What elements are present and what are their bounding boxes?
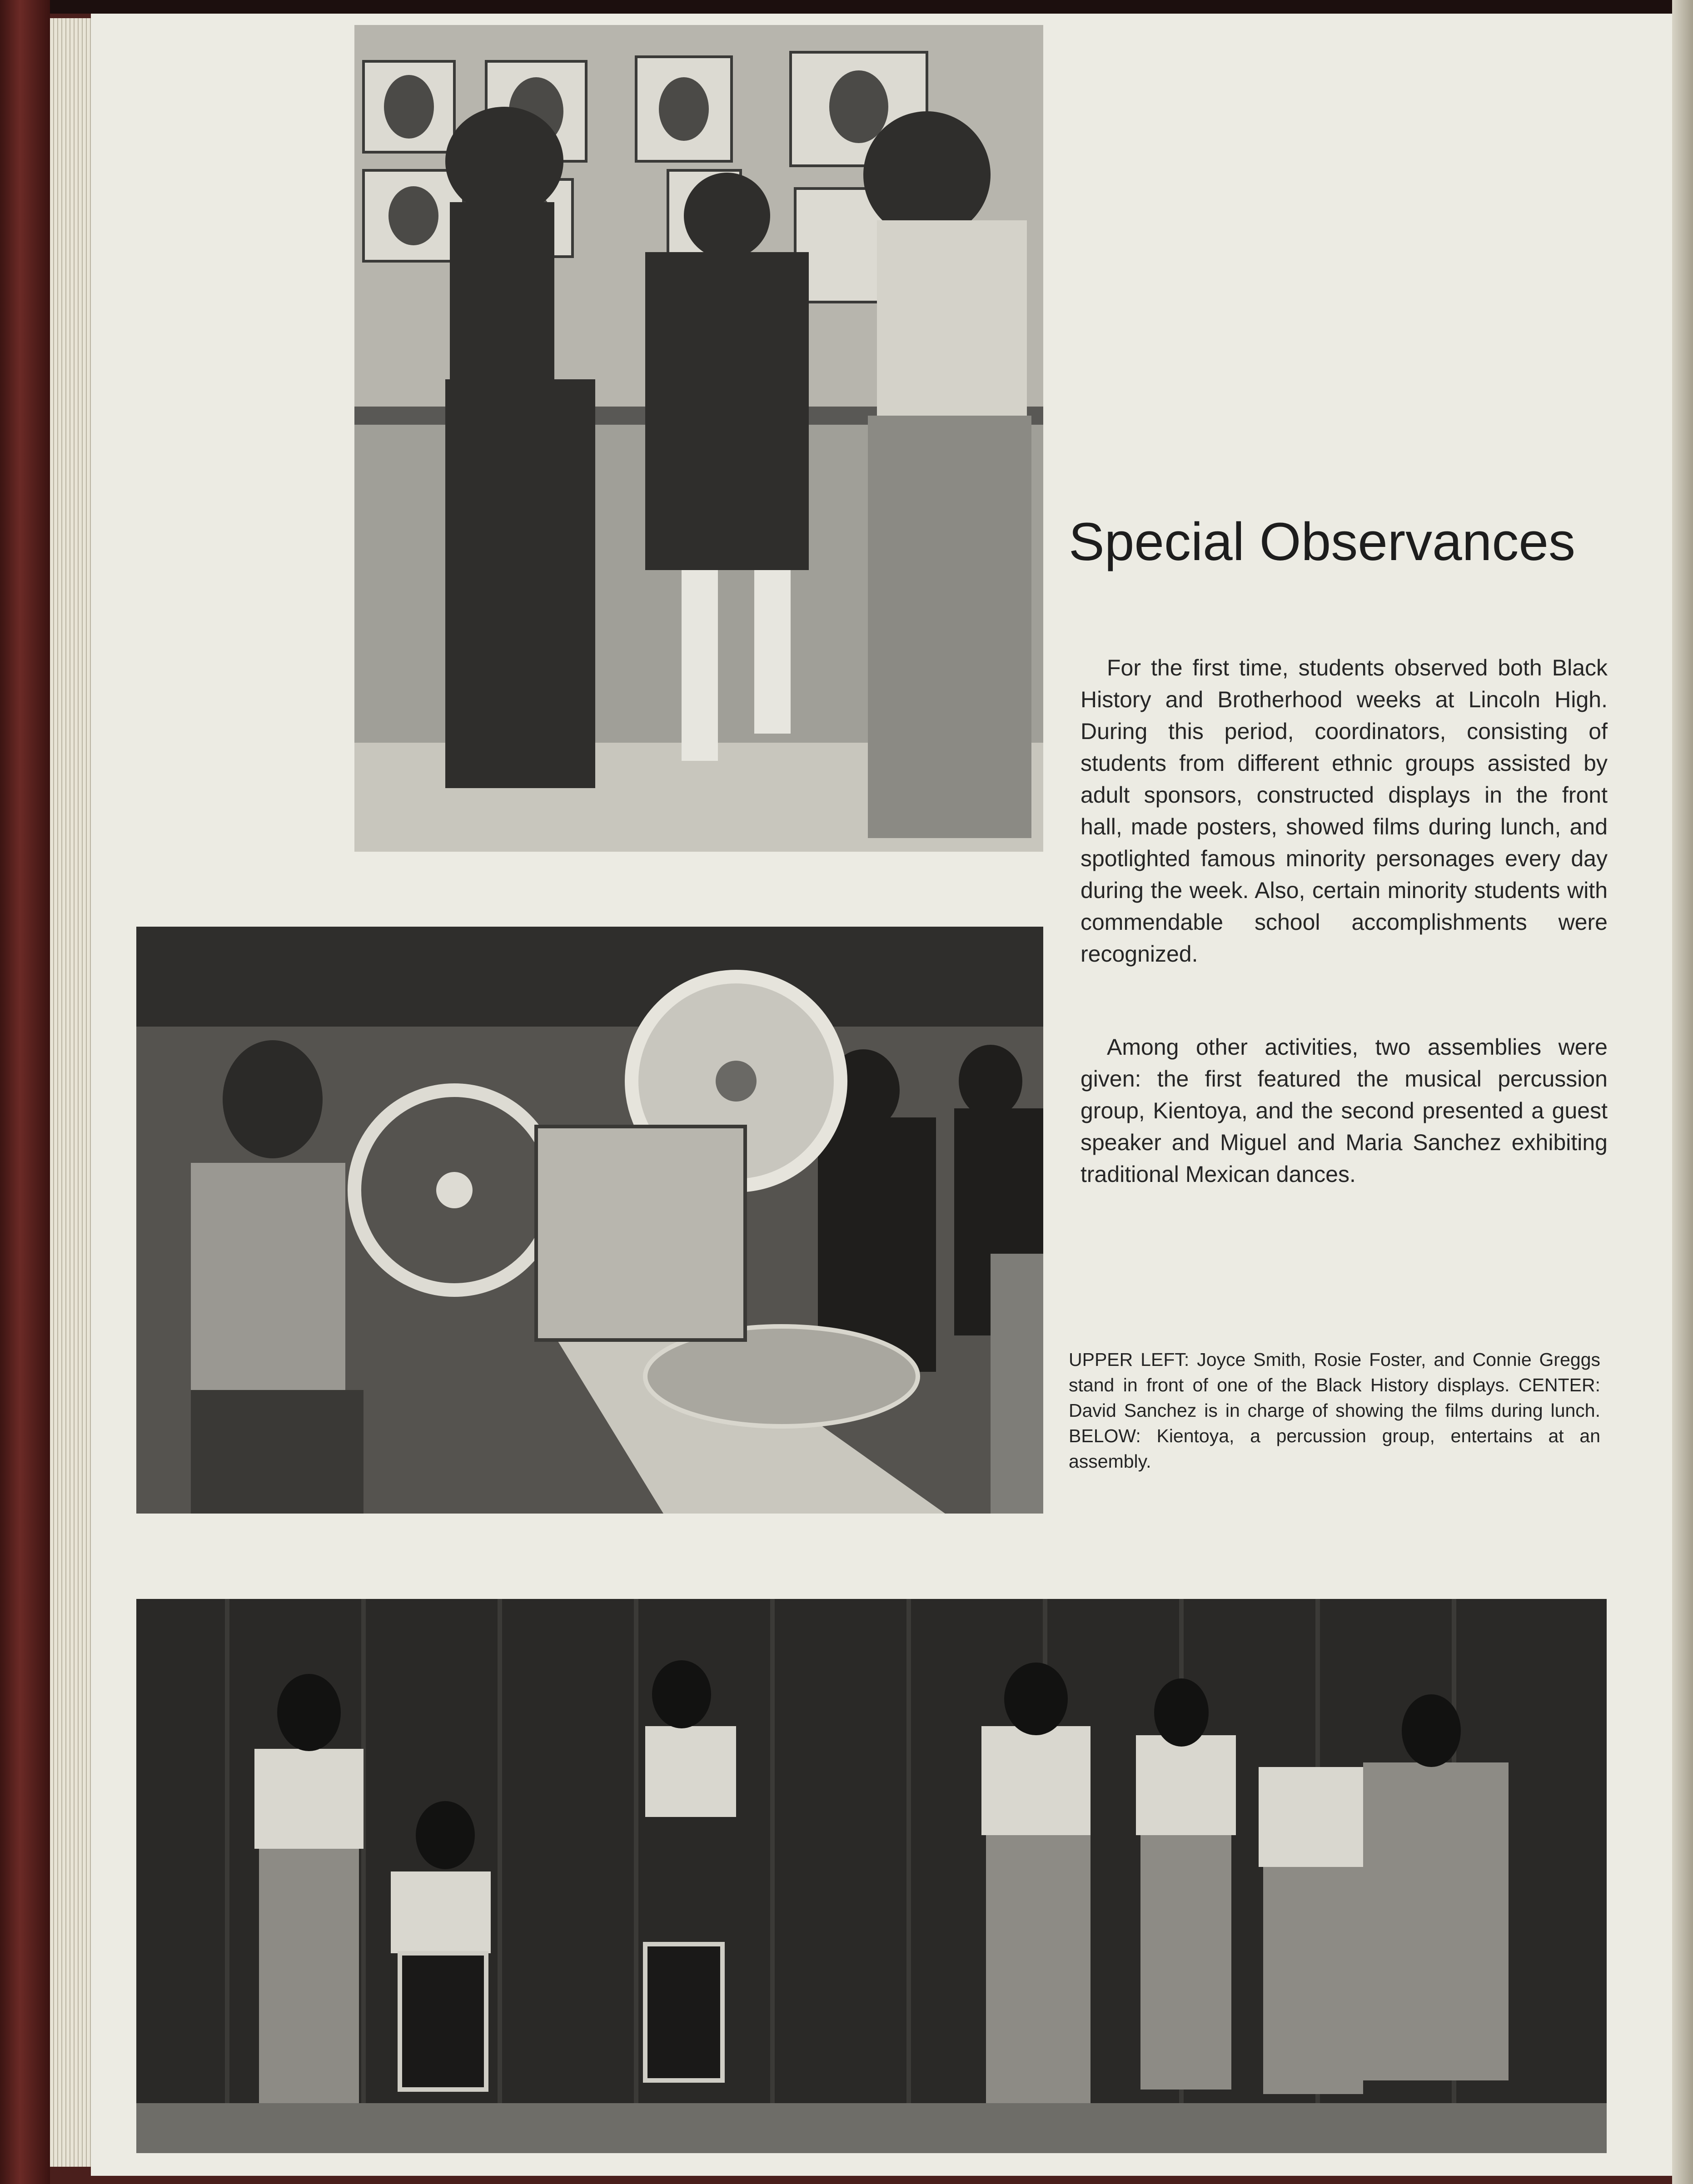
body-paragraph-1: For the first time, students observed both Black History and Brotherhood weeks at Lincoln High. During this period, coordinators, consisting of students from different ethnic groups assisted by adult sponsors, constructed displays in the front hall, made posters, showed films during lunch, and spotlighted famous minority personages every day during the week. Also, certain minority students with commendable school accomplishments were recognized. <box>1081 655 1608 967</box>
right-page-edge <box>1672 0 1693 2184</box>
top-edge <box>0 0 1693 14</box>
film-projector-photo <box>136 927 1043 1514</box>
body-paragraph-2: Among other activities, two assemblies were given: the first featured the musical percussion group, Kientoya, and the second presented a guest speaker and Miguel and Maria Sanchez exhibiting traditional Mexican dances. <box>1081 1034 1608 1187</box>
percussion-group-photo <box>136 1599 1607 2153</box>
book-binding <box>0 0 50 2184</box>
page-title: Special Observances <box>1069 512 1576 572</box>
photo-caption: UPPER LEFT: Joyce Smith, Rosie Foster, and Connie Greggs stand in front of one of the Black History displays. CENTER: David Sanchez is in charge of showing the films during lunch. BELOW: Kientoya, a percussion group, entertains at an assembly. <box>1069 1349 1600 1472</box>
three-students-display-photo <box>354 25 1043 852</box>
page-edges <box>50 18 91 2167</box>
